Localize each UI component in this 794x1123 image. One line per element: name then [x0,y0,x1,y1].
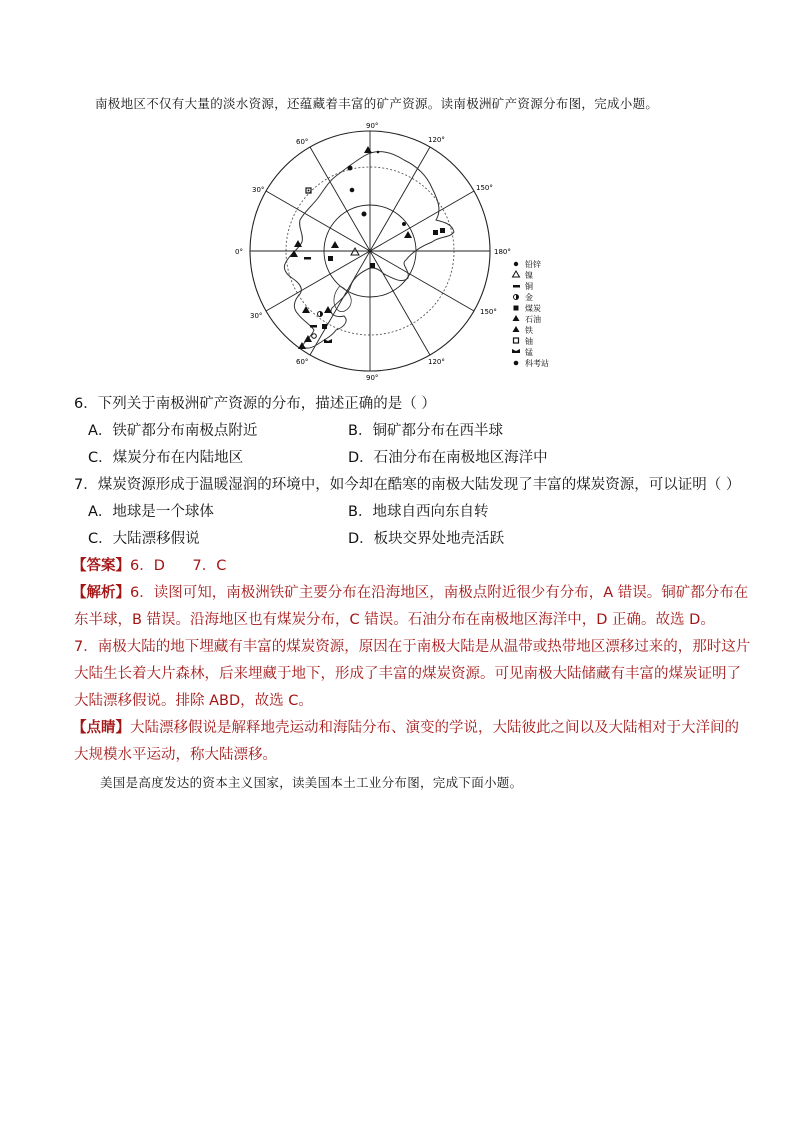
analysis-text-2: 东半球，B 错误。沿海地区也有煤炭分布，C 错误。石油分布在南极地区海洋中，D 正确。故选 D。 [74,612,715,628]
lon-label-30-top: 30° [252,186,265,194]
question-7-option-d: D．板块交界处地壳活跃 [348,531,505,547]
station-icon [362,212,367,217]
manganese-icon [324,339,332,343]
lon-label-180: 180° [494,248,511,256]
nickel-icon [351,248,359,255]
uranium-icon [308,190,310,192]
legend-label: 铜 [525,282,533,291]
legend-label: 铅锌 [525,260,541,269]
question-6-option-a: A．铁矿都分布南极点附近 [88,423,258,439]
map-legend [512,259,549,368]
lon-label-bottom: 90° [366,374,379,382]
copper-icon [304,257,311,260]
coal-icon [370,263,375,268]
legend-label: 铁 [525,326,533,335]
lead-zinc-icon [402,222,406,226]
analysis-tag: 【解析】 [72,585,130,601]
station-icon [514,361,519,366]
coal-icon [322,324,327,329]
answer-text: 6．D 7．C [130,558,227,574]
map-svg [232,118,562,382]
answer-line [72,554,226,575]
lon-label-30-bottom: 30° [250,312,263,320]
legend-label: 金 [525,293,533,302]
question-6-option-c: C．煤炭分布在内陆地区 [88,450,244,466]
question-7-option-c: C．大陆漂移假说 [88,531,200,547]
manganese-icon [512,349,520,353]
coal-icon [440,228,445,233]
lon-label-120-bottom: 120° [428,358,445,366]
oil-icon [404,231,412,238]
legend-label: 镍 [525,271,533,280]
coal-icon [514,306,519,311]
next-intro-text: 美国是高度发达的资本主义国家，读美国本土工业分布图，完成下面小题。 [100,775,523,790]
coal-icon [328,256,333,261]
lon-label-top: 90° [366,122,379,130]
antarctica-mineral-map [232,118,562,382]
lon-label-60-top: 60° [296,138,309,146]
copper-icon [513,285,520,288]
lon-label-150-top: 150° [476,184,493,192]
meridians [250,131,490,371]
lon-label-150-bottom: 150° [480,308,497,316]
oil-icon [364,146,372,153]
legend-label: 锰 [525,348,533,357]
question-7-option-a: A．地球是一个球体 [88,504,214,520]
copper-icon [310,325,317,328]
station-icon [350,188,355,193]
legend-label: 科考站 [525,359,549,368]
question-6-stem: 6．下列关于南极洲矿产资源的分布，描述正确的是（ ） [74,396,436,412]
coal-icon [433,230,438,235]
iron-icon [513,326,520,332]
analysis-text-4: 大陆生长着大片森林，后来埋藏于地下，形成了丰富的煤炭资源。可见南极大陆储藏有丰富的煤炭证明了 [74,666,741,682]
question-7-stem: 7．煤炭资源形成于温暖湿润的环境中，如今却在酷寒的南极大陆发现了丰富的煤炭资源，可以证明（ ） [74,477,741,493]
analysis-text-5: 大陆漂移假说。排除 ABD，故选 C。 [74,693,313,709]
question-6-option-b: B．铜矿都分布在西半球 [348,423,503,439]
uranium-icon [514,338,519,343]
oil-icon [331,241,339,248]
comment-line-1 [72,716,739,737]
nickel-icon [513,271,520,277]
legend-label: 石油 [525,315,541,324]
gold-icon [312,334,317,339]
comment-text-1: 大陆漂移假说是解释地壳运动和海陆分布、演变的学说，大陆彼此之间以及大陆相对于大洋间的 [130,720,739,736]
station-icon [348,166,353,171]
lon-label-60-bottom: 60° [296,358,309,366]
analysis-text-1: 6．读图可知，南极洲铁矿主要分布在沿海地区，南极点附近很少有分布，A 错误。铜矿都分布在 [130,585,749,601]
question-6-option-d: D．石油分布在南极地区海洋中 [348,450,548,466]
lon-label-120-top: 120° [428,136,445,144]
station-icon [377,151,380,154]
lon-label-0: 0° [235,248,243,256]
analysis-line-1 [72,581,748,602]
comment-tag: 【点睛】 [72,720,130,736]
legend-label: 煤炭 [525,304,541,313]
analysis-text-3: 7．南极大陆的地下埋藏有丰富的煤炭资源，原因在于南极大陆是从温带或热带地区漂移过来的，那时这片 [74,639,751,655]
answer-tag: 【答案】 [72,558,130,574]
intro-text: 南极地区不仅有大量的淡水资源，还蕴藏着丰富的矿产资源。读南极洲矿产资源分布图，完成小题。 [95,96,659,111]
lead-zinc-icon [514,262,518,266]
oil-icon [513,315,520,321]
question-7-option-b: B．地球自西向东自转 [348,504,489,520]
comment-text-2: 大规模水平运动，称大陆漂移。 [74,747,277,763]
legend-label: 铀 [525,337,533,346]
oil-icon [302,306,310,313]
